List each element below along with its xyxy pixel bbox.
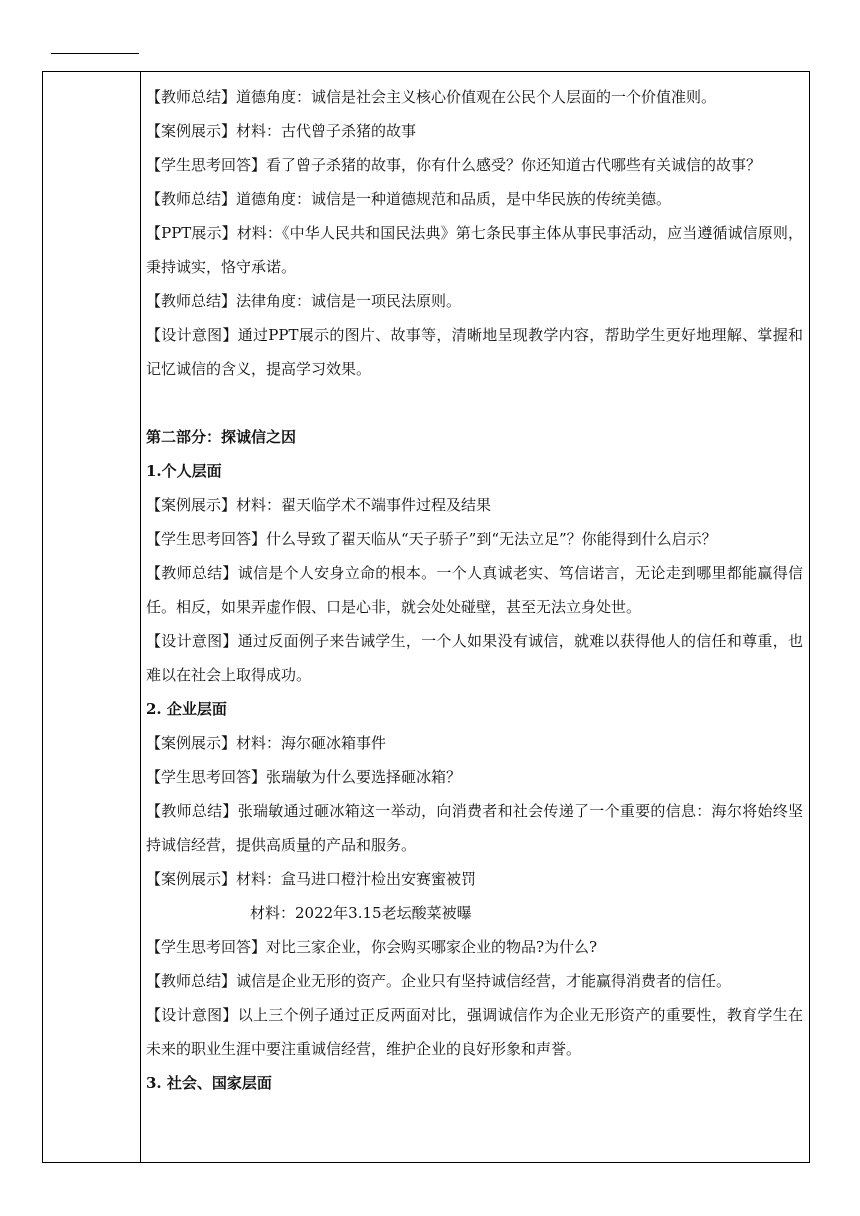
paragraph-gap xyxy=(146,386,803,420)
student-question-haier: 【学生思考回答】张瑞敏为什么要选择砸冰箱？ xyxy=(146,768,462,786)
section-heading-part-two: 第二部分：探诚信之因 xyxy=(146,428,297,446)
case-display-hema: 【案例展示】材料：盒马进口橙汁检出安赛蜜被罚 xyxy=(146,870,477,888)
student-question-compare: 【学生思考回答】对比三家企业，你会购买哪家企业的物品?为什么? xyxy=(146,938,598,956)
subheading-individual: 1.个人层面 xyxy=(146,462,222,480)
case-material-sauerkraut: 材料：2022年3.15老坛酸菜被曝 xyxy=(250,904,472,922)
student-question-zhai: 【学生思考回答】什么导致了翟天临从“天子骄子”到“无法立足”？你能得到什么启示？ xyxy=(146,530,717,548)
case-display-zengzi: 【案例展示】材料：古代曾子杀猪的故事 xyxy=(146,122,417,140)
lesson-content-cell xyxy=(140,72,809,1162)
teacher-summary-enterprise: 【教师总结】诚信是企业无形的资产。企业只有坚持诚信经营，才能赢得消费者的信任。 xyxy=(146,972,732,990)
lesson-plan-table xyxy=(42,71,810,1163)
teacher-summary-moral-2: 【教师总结】道德角度：诚信是一种道德规范和品质，是中华民族的传统美德。 xyxy=(146,190,672,208)
subheading-enterprise: 2. 企业层面 xyxy=(146,700,227,718)
design-intent-2: 【设计意图】通过反面例子来告诫学生，一个人如果没有诚信，就难以获得他人的信任和尊重，也难以在社会上取得成功。 xyxy=(146,632,803,684)
teacher-summary-legal: 【教师总结】法律角度：诚信是一项民法原则。 xyxy=(146,292,462,310)
header-rule xyxy=(51,53,139,54)
case-display-haier: 【案例展示】材料：海尔砸冰箱事件 xyxy=(146,734,387,752)
teacher-summary-haier: 【教师总结】张瑞敏通过砸冰箱这一举动，向消费者和社会传递了一个重要的信息：海尔将始终坚持诚信经营，提供高质量的产品和服务。 xyxy=(146,802,803,854)
teacher-summary-individual: 【教师总结】诚信是个人安身立命的根本。一个人真诚老实、笃信诺言，无论走到哪里都能赢得信任。相反，如果弄虚作假、口是心非，就会处处碰壁，甚至无法立身处世。 xyxy=(146,564,803,616)
student-question-zengzi: 【学生思考回答】看了曾子杀猪的故事，你有什么感受？你还知道古代哪些有关诚信的故事？ xyxy=(146,156,762,174)
case-display-zhai: 【案例展示】材料：翟天临学术不端事件过程及结果 xyxy=(146,496,492,514)
design-intent-1: 【设计意图】通过PPT展示的图片、故事等，清晰地呈现教学内容，帮助学生更好地理解、掌握和记忆诚信的含义，提高学习效果。 xyxy=(146,326,803,378)
ppt-display-civil-code: 【PPT展示】材料：《中华人民共和国民法典》第七条民事主体从事民事活动，应当遵循诚信原则，秉持诚实，恪守承诺。 xyxy=(146,224,803,276)
design-intent-3: 【设计意图】以上三个例子通过正反两面对比，强调诚信作为企业无形资产的重要性，教育学生在未来的职业生涯中要注重诚信经营，维护企业的良好形象和声誉。 xyxy=(146,1006,803,1058)
teacher-summary-moral-1: 【教师总结】道德角度：诚信是社会主义核心价值观在公民个人层面的一个价值准则。 xyxy=(146,88,717,106)
subheading-society-nation: 3. 社会、国家层面 xyxy=(146,1074,272,1092)
